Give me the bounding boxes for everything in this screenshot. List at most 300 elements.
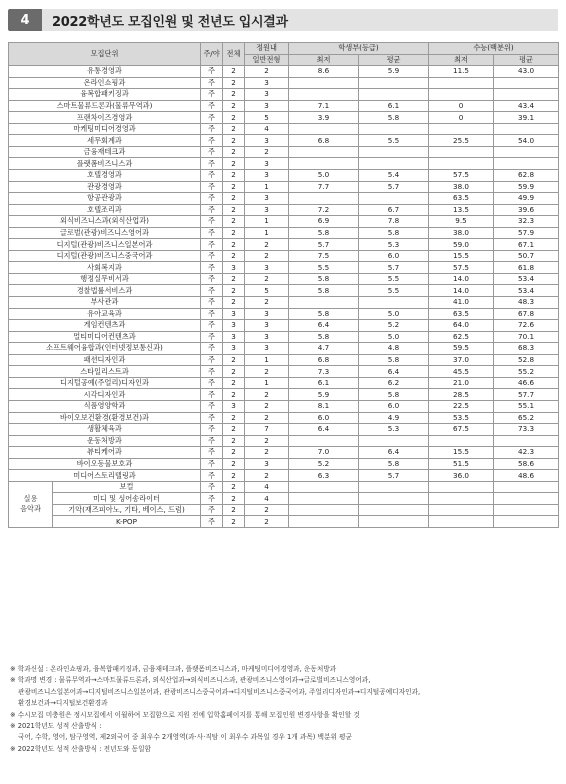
cell-cavg: 72.6 — [494, 320, 559, 332]
cell-quota: 3 — [245, 331, 289, 343]
cell-savg: 5.5 — [359, 285, 429, 297]
header-school-min: 최저 — [289, 54, 359, 66]
cell-cavg: 43.0 — [494, 66, 559, 78]
cell-savg: 5.8 — [359, 354, 429, 366]
cell-cmin: 57.5 — [429, 262, 494, 274]
note-line: ※ 학과신설 : 온라인쇼핑과, 융복합패키징과, 금융재테크과, 플랫폼비즈니스과, 마케팅미디어경영과, 운동처방과 — [10, 665, 337, 673]
cell-cmin: 28.5 — [429, 389, 494, 401]
cell-total: 3 — [223, 320, 245, 332]
cell-cmin: 63.5 — [429, 193, 494, 205]
cell-quota: 2 — [245, 250, 289, 262]
cell-cavg: 48.6 — [494, 470, 559, 482]
cell-quota: 1 — [245, 354, 289, 366]
cell-quota: 1 — [245, 227, 289, 239]
cell-cavg — [494, 77, 559, 89]
cell-dept: 디지털(관광)비즈니스중국어과 — [9, 250, 201, 262]
cell-total: 2 — [223, 285, 245, 297]
group-practical-music: 실용 음악과 — [9, 481, 53, 527]
cell-quota: 2 — [245, 66, 289, 78]
cell-total: 2 — [223, 412, 245, 424]
cell-cmin: 14.0 — [429, 273, 494, 285]
cell-dept: 플랫폼비즈니스과 — [9, 158, 201, 170]
cell-savg: 5.8 — [359, 458, 429, 470]
cell-total: 2 — [223, 158, 245, 170]
cell-cavg: 53.4 — [494, 273, 559, 285]
cell-dn: 주 — [201, 481, 223, 493]
table-row — [9, 297, 559, 309]
cell-dept: 멀티미디어컨텐츠과 — [9, 331, 201, 343]
cell-smin — [289, 297, 359, 309]
cell-savg: 6.1 — [359, 100, 429, 112]
cell-cmin: 41.0 — [429, 297, 494, 309]
cell-quota: 3 — [245, 158, 289, 170]
cell-dn: 주 — [201, 216, 223, 228]
cell-savg: 5.0 — [359, 308, 429, 320]
cell-savg: 5.7 — [359, 470, 429, 482]
cell-dept: 스마트물류드론과(물류무역과) — [9, 100, 201, 112]
cell-cavg: 67.8 — [494, 308, 559, 320]
cell-dn: 주 — [201, 447, 223, 459]
cell-total: 2 — [223, 297, 245, 309]
header-csat-avg: 평균 — [494, 54, 559, 66]
cell-dept: 사회복지과 — [9, 262, 201, 274]
table-row — [9, 320, 559, 332]
cell-dept: 항공관광과 — [9, 193, 201, 205]
note-line: 국어, 수학, 영어, 탐구영역, 제2외국어 중 최우수 2개영역(과·사·직탐 이 최우수 과목일 경우 1개 과목) 백분위 평균 — [18, 733, 352, 742]
cell-dept: 프랜차이즈경영과 — [9, 112, 201, 124]
cell-savg — [359, 146, 429, 158]
cell-cmin — [429, 158, 494, 170]
footnotes — [10, 664, 558, 755]
cell-empty — [494, 516, 559, 528]
cell-cmin: 59.0 — [429, 239, 494, 251]
cell-quota: 2 — [245, 239, 289, 251]
cell-cmin: 53.5 — [429, 412, 494, 424]
cell-total: 2 — [223, 181, 245, 193]
cell-cavg: 58.6 — [494, 458, 559, 470]
cell-quota: 3 — [245, 89, 289, 101]
cell-smin: 6.0 — [289, 412, 359, 424]
cell-smin — [289, 193, 359, 205]
cell-empty — [289, 481, 359, 493]
header-csat-min: 최저 — [429, 54, 494, 66]
cell-dept: 뷰티케어과 — [9, 447, 201, 459]
table-row — [9, 308, 559, 320]
cell-quota: 4 — [245, 481, 289, 493]
cell-total: 2 — [223, 146, 245, 158]
cell-smin: 7.1 — [289, 100, 359, 112]
table-row — [9, 389, 559, 401]
cell-total: 2 — [223, 227, 245, 239]
cell-dn: 주 — [201, 516, 223, 528]
table-row — [9, 366, 559, 378]
cell-dept: 외식비즈니스과(외식산업과) — [9, 216, 201, 228]
cell-smin: 6.9 — [289, 216, 359, 228]
cell-cmin: 14.0 — [429, 285, 494, 297]
cell-dn: 주 — [201, 504, 223, 516]
cell-cmin: 45.5 — [429, 366, 494, 378]
table-row — [9, 227, 559, 239]
cell-smin — [289, 158, 359, 170]
cell-savg: 5.3 — [359, 239, 429, 251]
cell-quota: 3 — [245, 458, 289, 470]
cell-dept: 바이오보건환경(환경보건)과 — [9, 412, 201, 424]
cell-dn: 주 — [201, 458, 223, 470]
cell-cmin: 63.5 — [429, 308, 494, 320]
table-row — [9, 447, 559, 459]
cell-dn: 주 — [201, 123, 223, 135]
cell-savg: 5.7 — [359, 181, 429, 193]
cell-quota: 4 — [245, 493, 289, 505]
header-unit: 모집단위 — [9, 43, 201, 66]
cell-quota: 5 — [245, 112, 289, 124]
cell-quota: 3 — [245, 100, 289, 112]
cell-quota: 2 — [245, 412, 289, 424]
cell-smin — [289, 146, 359, 158]
header-csat: 수능(백분위) — [429, 43, 559, 55]
cell-smin: 6.4 — [289, 320, 359, 332]
cell-dn: 주 — [201, 112, 223, 124]
cell-dept: 보컬 — [53, 481, 201, 493]
cell-smin — [289, 89, 359, 101]
section-header — [8, 8, 558, 32]
cell-cavg: 59.9 — [494, 181, 559, 193]
cell-smin: 3.9 — [289, 112, 359, 124]
cell-total: 3 — [223, 308, 245, 320]
cell-quota: 3 — [245, 343, 289, 355]
cell-empty — [494, 481, 559, 493]
cell-cavg: 49.9 — [494, 193, 559, 205]
cell-cmin: 64.0 — [429, 320, 494, 332]
section-number: 4 — [8, 9, 42, 31]
table-row — [9, 343, 559, 355]
cell-cmin: 9.5 — [429, 216, 494, 228]
cell-empty — [494, 493, 559, 505]
cell-savg: 5.8 — [359, 227, 429, 239]
cell-smin: 5.8 — [289, 331, 359, 343]
cell-empty — [359, 493, 429, 505]
cell-dept: 글로벌(관광)비즈니스영어과 — [9, 227, 201, 239]
cell-total: 2 — [223, 516, 245, 528]
table-row — [9, 504, 559, 516]
cell-dn: 주 — [201, 354, 223, 366]
cell-savg: 5.8 — [359, 112, 429, 124]
cell-quota: 7 — [245, 424, 289, 436]
cell-cavg: 73.3 — [494, 424, 559, 436]
cell-empty — [289, 504, 359, 516]
table-row — [9, 89, 559, 101]
cell-savg — [359, 158, 429, 170]
cell-quota: 2 — [245, 435, 289, 447]
cell-dn: 주 — [201, 343, 223, 355]
cell-smin: 5.5 — [289, 262, 359, 274]
cell-quota: 2 — [245, 516, 289, 528]
table-row — [9, 66, 559, 78]
cell-dept: 유통경영과 — [9, 66, 201, 78]
table-row — [9, 412, 559, 424]
cell-quota: 3 — [245, 204, 289, 216]
cell-total: 2 — [223, 89, 245, 101]
cell-dept: 미디어스토리텔링과 — [9, 470, 201, 482]
cell-dn: 주 — [201, 424, 223, 436]
cell-savg — [359, 123, 429, 135]
cell-smin — [289, 77, 359, 89]
cell-total: 2 — [223, 493, 245, 505]
cell-cmin: 0 — [429, 112, 494, 124]
note-line: 관광비즈니스일본어과→디지털비즈니스일본어과, 관광비즈니스중국어과→디지털비즈니스중국어과, 주얼리디자인과→디지털공예디자인과, — [18, 687, 421, 696]
cell-savg: 4.9 — [359, 412, 429, 424]
cell-total: 2 — [223, 123, 245, 135]
cell-dn: 주 — [201, 412, 223, 424]
header-total: 전체 — [223, 43, 245, 66]
cell-total: 3 — [223, 400, 245, 412]
cell-cmin: 15.5 — [429, 250, 494, 262]
cell-dn: 주 — [201, 193, 223, 205]
table-row — [9, 170, 559, 182]
cell-dept: 융복합패키징과 — [9, 89, 201, 101]
cell-cavg — [494, 123, 559, 135]
cell-smin: 7.5 — [289, 250, 359, 262]
cell-dn: 주 — [201, 377, 223, 389]
cell-quota: 5 — [245, 285, 289, 297]
note-line: ※ 2022학년도 성적 산출방식 : 전년도와 동일함 — [10, 744, 151, 753]
cell-quota: 2 — [245, 366, 289, 378]
cell-dept: 금융재테크과 — [9, 146, 201, 158]
cell-savg — [359, 435, 429, 447]
cell-smin: 8.1 — [289, 400, 359, 412]
cell-savg: 5.9 — [359, 66, 429, 78]
cell-cmin — [429, 435, 494, 447]
table-row — [9, 100, 559, 112]
cell-savg: 5.3 — [359, 424, 429, 436]
cell-total: 2 — [223, 66, 245, 78]
cell-quota: 2 — [245, 146, 289, 158]
cell-dn: 주 — [201, 308, 223, 320]
cell-savg: 7.8 — [359, 216, 429, 228]
cell-cmin: 11.5 — [429, 66, 494, 78]
cell-empty — [289, 493, 359, 505]
cell-dn: 주 — [201, 181, 223, 193]
cell-cmin: 36.0 — [429, 470, 494, 482]
cell-total: 3 — [223, 343, 245, 355]
cell-cmin: 59.5 — [429, 343, 494, 355]
cell-dept: 기악(재즈피아노, 기타, 베이스, 드럼) — [53, 504, 201, 516]
cell-savg: 6.4 — [359, 447, 429, 459]
cell-dn: 주 — [201, 331, 223, 343]
cell-cmin: 67.5 — [429, 424, 494, 436]
cell-dn: 주 — [201, 273, 223, 285]
cell-dn: 주 — [201, 170, 223, 182]
cell-dn: 주 — [201, 320, 223, 332]
cell-smin: 6.8 — [289, 135, 359, 147]
cell-cmin: 21.0 — [429, 377, 494, 389]
admission-table — [8, 42, 559, 528]
cell-empty — [359, 516, 429, 528]
cell-quota: 3 — [245, 193, 289, 205]
cell-dn: 주 — [201, 366, 223, 378]
cell-cmin: 15.5 — [429, 447, 494, 459]
table-row — [9, 123, 559, 135]
header-general: 일반전형 — [245, 54, 289, 66]
cell-empty — [429, 481, 494, 493]
cell-cavg: 43.4 — [494, 100, 559, 112]
cell-smin: 5.2 — [289, 458, 359, 470]
table-row — [9, 377, 559, 389]
cell-smin: 5.8 — [289, 308, 359, 320]
table-row — [9, 285, 559, 297]
cell-quota: 2 — [245, 470, 289, 482]
cell-dn: 주 — [201, 250, 223, 262]
cell-cavg: 32.3 — [494, 216, 559, 228]
table-row — [9, 146, 559, 158]
cell-cavg: 61.8 — [494, 262, 559, 274]
cell-smin — [289, 435, 359, 447]
cell-savg: 6.7 — [359, 204, 429, 216]
cell-dept: 디지털(관광)비즈니스일본어과 — [9, 239, 201, 251]
cell-cavg: 57.7 — [494, 389, 559, 401]
cell-dept: 세무회계과 — [9, 135, 201, 147]
cell-total: 2 — [223, 377, 245, 389]
cell-smin: 6.4 — [289, 424, 359, 436]
cell-total: 2 — [223, 389, 245, 401]
cell-cmin: 22.5 — [429, 400, 494, 412]
cell-cavg: 62.8 — [494, 170, 559, 182]
cell-dept: 생활체육과 — [9, 424, 201, 436]
cell-total: 2 — [223, 273, 245, 285]
table-row — [9, 470, 559, 482]
table-row — [9, 458, 559, 470]
table-row — [9, 435, 559, 447]
cell-dn: 주 — [201, 493, 223, 505]
cell-total: 2 — [223, 447, 245, 459]
cell-cavg: 67.1 — [494, 239, 559, 251]
cell-quota: 3 — [245, 262, 289, 274]
table-row — [9, 424, 559, 436]
cell-dept: 게임컨텐츠과 — [9, 320, 201, 332]
cell-total: 2 — [223, 470, 245, 482]
cell-dn: 주 — [201, 262, 223, 274]
cell-dept: 유아교육과 — [9, 308, 201, 320]
cell-quota: 1 — [245, 181, 289, 193]
cell-dept: 행정실무비서과 — [9, 273, 201, 285]
cell-dn: 주 — [201, 389, 223, 401]
cell-dn: 주 — [201, 100, 223, 112]
cell-total: 2 — [223, 204, 245, 216]
table-row — [9, 273, 559, 285]
section-title: 2022학년도 모집인원 및 전년도 입시결과 — [42, 9, 558, 31]
cell-empty — [494, 504, 559, 516]
cell-smin: 4.7 — [289, 343, 359, 355]
cell-empty — [429, 504, 494, 516]
cell-dept: 부사관과 — [9, 297, 201, 309]
cell-total: 2 — [223, 135, 245, 147]
cell-cmin: 62.5 — [429, 331, 494, 343]
cell-quota: 3 — [245, 170, 289, 182]
cell-savg — [359, 77, 429, 89]
cell-cmin: 0 — [429, 100, 494, 112]
cell-cavg: 68.3 — [494, 343, 559, 355]
cell-total: 2 — [223, 77, 245, 89]
cell-total: 3 — [223, 262, 245, 274]
cell-cavg: 54.0 — [494, 135, 559, 147]
cell-cmin: 38.0 — [429, 181, 494, 193]
cell-total: 2 — [223, 435, 245, 447]
cell-savg: 6.0 — [359, 400, 429, 412]
cell-dn: 주 — [201, 204, 223, 216]
cell-dept: 미디 및 싱어송라이터 — [53, 493, 201, 505]
cell-dn: 주 — [201, 66, 223, 78]
cell-quota: 2 — [245, 504, 289, 516]
table-row — [9, 239, 559, 251]
cell-smin: 5.9 — [289, 389, 359, 401]
cell-savg: 5.7 — [359, 262, 429, 274]
cell-total: 2 — [223, 239, 245, 251]
header-quota: 정원내 — [245, 43, 289, 55]
cell-cmin — [429, 146, 494, 158]
cell-dn: 주 — [201, 146, 223, 158]
cell-total: 2 — [223, 100, 245, 112]
cell-dn: 주 — [201, 227, 223, 239]
cell-total: 2 — [223, 216, 245, 228]
cell-total: 2 — [223, 193, 245, 205]
cell-cmin: 13.5 — [429, 204, 494, 216]
cell-savg: 5.5 — [359, 135, 429, 147]
cell-cmin — [429, 123, 494, 135]
cell-cmin: 37.0 — [429, 354, 494, 366]
cell-smin — [289, 123, 359, 135]
cell-savg: 5.4 — [359, 170, 429, 182]
cell-savg — [359, 89, 429, 101]
cell-smin: 8.6 — [289, 66, 359, 78]
cell-dn: 주 — [201, 89, 223, 101]
cell-dn: 주 — [201, 470, 223, 482]
cell-dept: 스타일리스트과 — [9, 366, 201, 378]
cell-total: 2 — [223, 366, 245, 378]
cell-savg: 4.8 — [359, 343, 429, 355]
cell-smin: 5.8 — [289, 273, 359, 285]
cell-cavg: 39.1 — [494, 112, 559, 124]
cell-dept: 시각디자인과 — [9, 389, 201, 401]
cell-cavg: 57.9 — [494, 227, 559, 239]
cell-quota: 1 — [245, 216, 289, 228]
cell-dept: 운동처방과 — [9, 435, 201, 447]
cell-cavg: 52.8 — [494, 354, 559, 366]
cell-dept: K-POP — [53, 516, 201, 528]
cell-total: 2 — [223, 250, 245, 262]
cell-cmin: 57.5 — [429, 170, 494, 182]
cell-cavg: 48.3 — [494, 297, 559, 309]
cell-quota: 3 — [245, 135, 289, 147]
cell-cavg: 42.3 — [494, 447, 559, 459]
cell-dept: 마케팅미디어경영과 — [9, 123, 201, 135]
cell-cavg — [494, 158, 559, 170]
cell-total: 2 — [223, 481, 245, 493]
table-row — [9, 481, 559, 493]
cell-dn: 주 — [201, 400, 223, 412]
table-row — [9, 262, 559, 274]
cell-dn: 주 — [201, 239, 223, 251]
cell-quota: 1 — [245, 377, 289, 389]
cell-smin: 7.0 — [289, 447, 359, 459]
cell-cavg — [494, 435, 559, 447]
cell-smin: 6.3 — [289, 470, 359, 482]
cell-cavg: 50.7 — [494, 250, 559, 262]
cell-smin: 6.8 — [289, 354, 359, 366]
cell-cmin — [429, 77, 494, 89]
cell-smin: 7.7 — [289, 181, 359, 193]
cell-quota: 2 — [245, 297, 289, 309]
cell-total: 2 — [223, 504, 245, 516]
